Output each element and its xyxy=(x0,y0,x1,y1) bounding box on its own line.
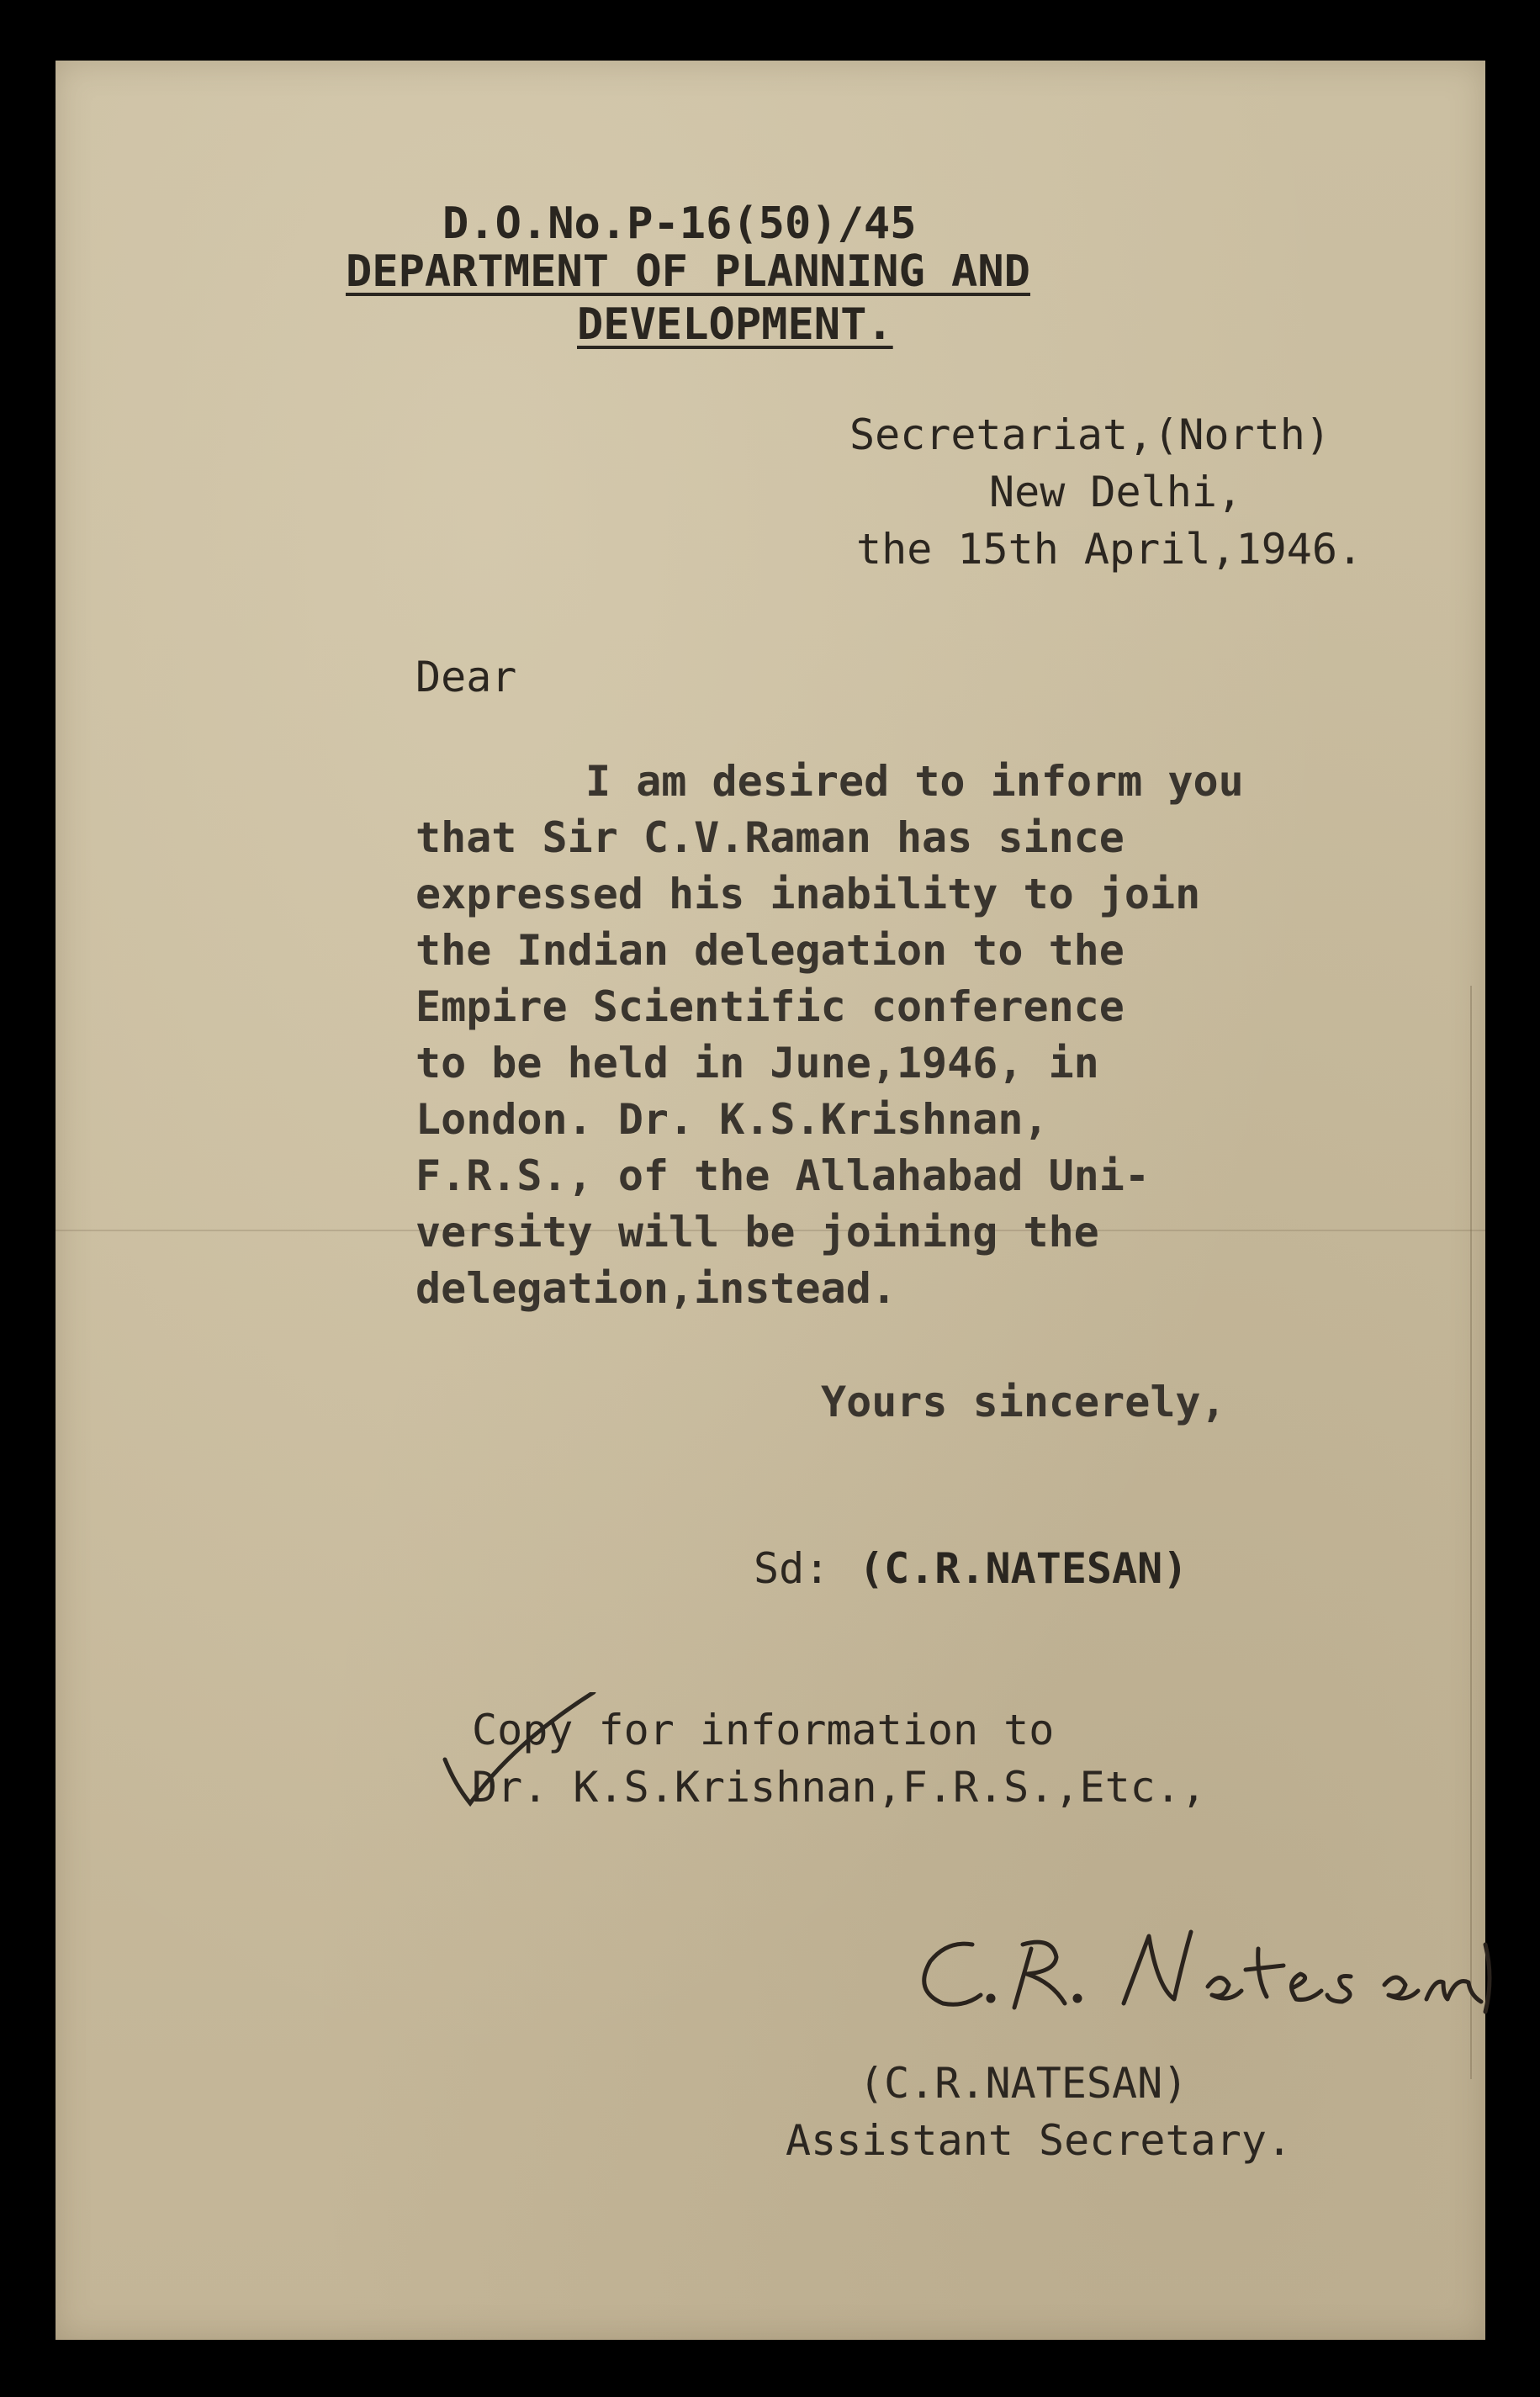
body-line: Empire Scientific conference xyxy=(415,982,1125,1031)
body-line: F.R.S., of the Allahabad Uni- xyxy=(415,1151,1150,1200)
closing-phrase: Yours sincerely, xyxy=(821,1378,1226,1426)
salutation: Dear xyxy=(415,653,517,701)
body-line: to be held in June,1946, in xyxy=(415,1039,1099,1087)
handwritten-signature xyxy=(897,1911,1519,2037)
signed-label: Sd: xyxy=(754,1544,830,1593)
body-line: I am desired to inform you xyxy=(585,757,1244,806)
address-line-city: New Delhi, xyxy=(989,468,1243,516)
copy-note-line1: Copy for information to xyxy=(472,1706,1055,1754)
signed-name: (C.R.NATESAN) xyxy=(859,1544,1188,1593)
body-line: delegation,instead. xyxy=(415,1264,897,1313)
copy-note-line2: Dr. K.S.Krishnan,F.R.S.,Etc., xyxy=(472,1763,1206,1812)
footer-title: Assistant Secretary. xyxy=(786,2116,1293,2165)
letter-paper xyxy=(56,61,1485,2340)
department-heading-line2: DEVELOPMENT. xyxy=(577,299,893,350)
footer-name: (C.R.NATESAN) xyxy=(859,2059,1188,2108)
body-line: that Sir C.V.Raman has since xyxy=(415,813,1125,862)
body-line: London. Dr. K.S.Krishnan, xyxy=(415,1095,1049,1144)
body-line: expressed his inability to join xyxy=(415,870,1201,918)
department-heading-line1: DEPARTMENT OF PLANNING AND xyxy=(346,246,1030,297)
address-line-secretariat: Secretariat,(North) xyxy=(849,410,1331,459)
letter-date: the 15th April,1946. xyxy=(856,525,1363,574)
body-line: versity will be joining the xyxy=(415,1208,1099,1257)
reference-number: D.O.No.P-16(50)/45 xyxy=(442,198,917,249)
body-line: the Indian delegation to the xyxy=(415,926,1125,975)
